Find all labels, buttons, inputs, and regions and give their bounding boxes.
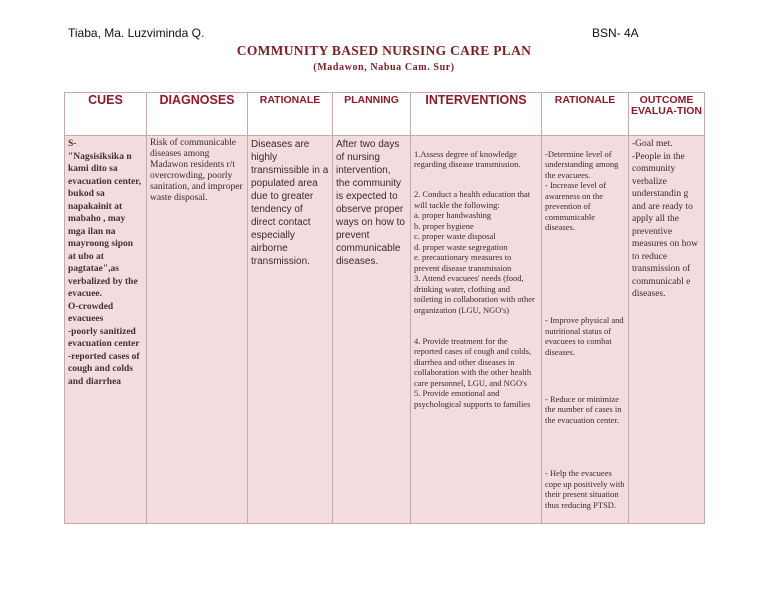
outcome-text: -Goal met. -People in the community verbalize understandin g and are ready to apply all the preventive measures on how to reduce transmission of communicabl e diseases.	[632, 139, 698, 299]
header-interventions: INTERVENTIONS	[411, 93, 542, 136]
cell-cues	[65, 136, 147, 524]
cell-rationale	[248, 136, 333, 524]
header-rationale: RATIONALE	[248, 93, 333, 136]
cues-text: S- "Nagsisiksika n kami dito sa evacuation center, bukod sa napakainit at mabaho , may mga ilan na mayroong sipon at ubo at pagtatae",as verbalized by the evacuee. O-crowded evacuees -poorly sanitized evacuation center -reported cases of cough and colds and diarrhea	[68, 139, 141, 387]
rationale-item: - Help the evacuees cope up positively with their present situation thus reducing PTSD.	[545, 468, 625, 510]
rationale-item: - Reduce or minimize the number of cases in the evacuation center.	[545, 393, 622, 425]
intervention-item: 2. Conduct a health education that will tackle the following: a. proper handwashing b. proper hygiene c. proper waste disposal d. proper waste segregation e. precautionary measures to prevent disease transmission 3. Attend evacuees' needs (food, drinking water, clothing and toileting in collaboration with other organization (LGU, NGO's)	[414, 189, 535, 315]
planning-text: After two days of nursing intervention, the community is expected to observe proper ways on how to prevent communicable diseases.	[336, 139, 405, 267]
student-section: BSN- 4A	[592, 26, 639, 40]
header-outcome-evaluation: OUTCOME EVALUA-TION	[629, 93, 705, 136]
document-subtitle: (Madawon, Nabua Cam. Sur)	[313, 62, 455, 73]
diagnoses-text: Risk of communicable diseases among Madawon residents r/t overcrowding, poorly sanitation, and improper waste disposal.	[150, 138, 243, 203]
cell-planning	[333, 136, 411, 524]
intervention-item: 4. Provide treatment for the reported cases of cough and colds, diarrhea and other diseases in collaboration with the other health care personnel, LGU, and NGO's 5. Provide emotional and psychological supports to families	[414, 335, 532, 409]
intervention-item: 1.Assess degree of knowledge regarding disease transmission.	[414, 148, 521, 169]
cell-rationale-2	[542, 136, 629, 524]
header-rationale-2: RATIONALE	[542, 93, 629, 136]
header-diagnoses: DIAGNOSES	[147, 93, 248, 136]
header-cues: CUES	[65, 93, 147, 136]
rationale-item: -Determine level of understanding among the evacuees. - Increase level of awareness on the prevention of communicable diseases.	[545, 148, 619, 232]
table-row	[65, 136, 705, 524]
rationale-text: Diseases are highly transmissible in a populated area due to greater tendency of direct contact especially airborne transmission.	[251, 139, 329, 267]
student-name: Tiaba, Ma. Luzviminda Q.	[68, 26, 205, 40]
header-planning: PLANNING	[333, 93, 411, 136]
cell-interventions	[411, 136, 542, 524]
rationale-item: - Improve physical and nutritional status of evacuees to combat diseases.	[545, 315, 624, 357]
cell-diagnoses	[147, 136, 248, 524]
table-header-row	[65, 93, 705, 136]
care-plan-table	[64, 92, 705, 524]
document-title: COMMUNITY BASED NURSING CARE PLAN	[236, 43, 532, 58]
cell-outcome-evaluation	[629, 136, 705, 524]
